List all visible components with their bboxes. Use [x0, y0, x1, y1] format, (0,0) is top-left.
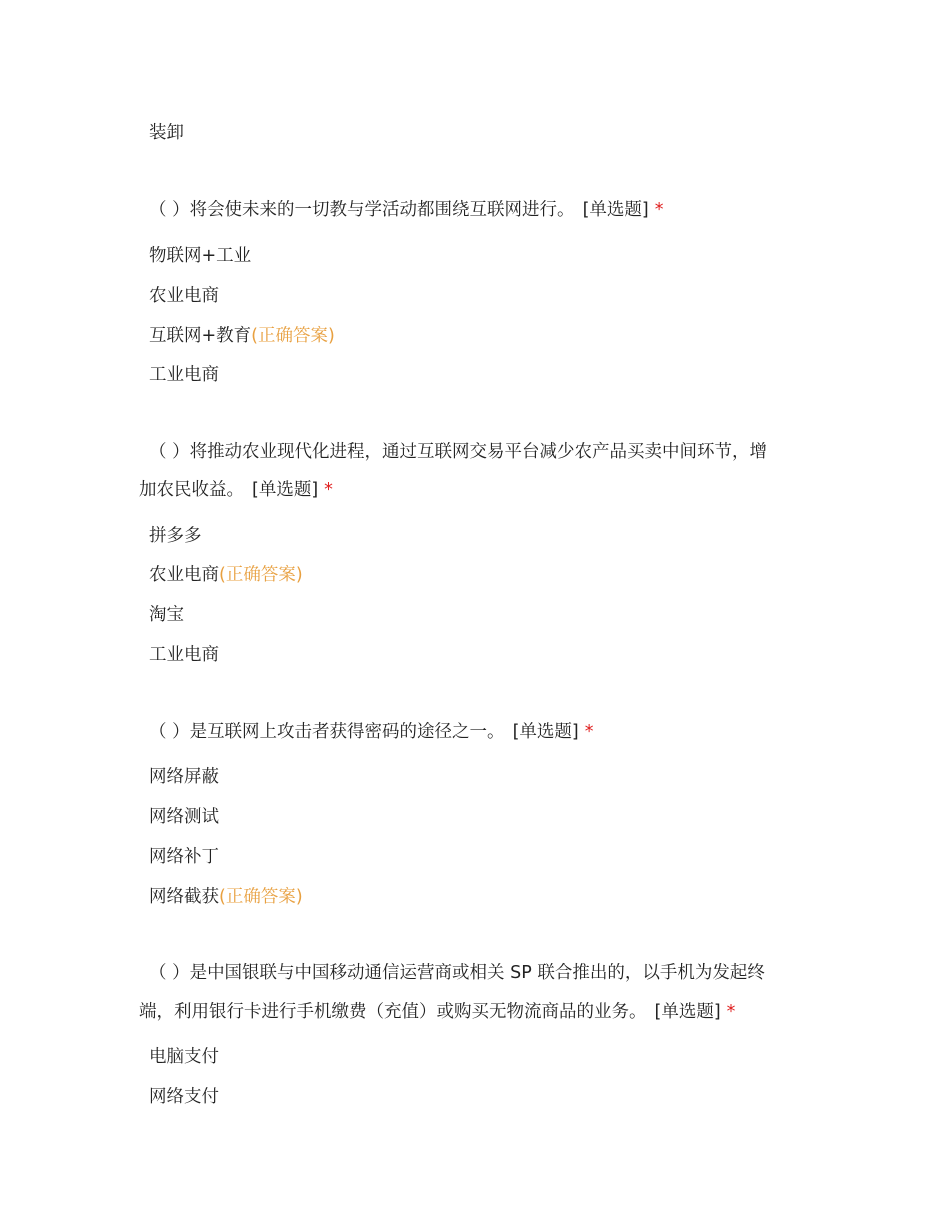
- question-type-tag: [单选题]: [252, 480, 319, 500]
- question-2-text: （ ）将推动农业现代化进程，通过互联网交易平台减少农产品买卖中间环节，增: [149, 442, 768, 462]
- question-2-line-2: 加农民收益。 [单选题] *: [139, 480, 333, 500]
- required-mark: *: [324, 480, 333, 500]
- question-2-line-1: [149, 440, 767, 464]
- q1-option-4: 工业电商: [149, 365, 219, 385]
- required-mark: *: [726, 1002, 736, 1022]
- q3-option-4: 网络截获(正确答案): [149, 887, 303, 907]
- q3-option-2: 网络测试: [149, 807, 219, 827]
- correct-answer-tag: (正确答案): [219, 887, 303, 907]
- q3-option-1: 网络屏蔽: [149, 767, 219, 787]
- question-type-tag: [单选题]: [512, 722, 579, 742]
- correct-answer-tag: (正确答案): [251, 326, 335, 346]
- q3-option-3: 网络补丁: [149, 847, 219, 867]
- question-type-tag: [单选题]: [582, 200, 649, 220]
- required-mark: *: [654, 200, 664, 220]
- question-3-text: （ ）是互联网上攻击者获得密码的途径之一。: [149, 722, 505, 742]
- q1-option-3: 互联网+教育(正确答案): [149, 326, 335, 346]
- correct-answer-tag: (正确答案): [219, 565, 303, 585]
- question-1: [149, 198, 663, 222]
- q2-option-4: 工业电商: [149, 645, 219, 665]
- question-1-text: （ ）将会使未来的一切教与学活动都围绕互联网进行。: [149, 200, 575, 220]
- q2-option-1: 拼多多: [149, 526, 202, 546]
- q2-option-3: 淘宝: [149, 605, 184, 625]
- question-3: [149, 720, 593, 744]
- question-4-line-2: 端，利用银行卡进行手机缴费（充值）或购买无物流商品的业务。 [单选题] *: [139, 1002, 736, 1022]
- required-mark: *: [584, 722, 594, 742]
- option-prev: 装卸: [149, 123, 184, 143]
- q1-option-2: 农业电商: [149, 286, 219, 306]
- q2-option-2: 农业电商(正确答案): [149, 565, 303, 585]
- question-type-tag: [单选题]: [654, 1002, 721, 1022]
- q4-option-2: 网络支付: [149, 1087, 219, 1107]
- question-4-text: （ ）是中国银联与中国移动通信运营商或相关 SP 联合推出的，以手机为发起终: [149, 963, 765, 983]
- question-4-line-1: [149, 961, 765, 985]
- q4-option-1: 电脑支付: [149, 1047, 219, 1067]
- q1-option-1: 物联网+工业: [149, 246, 252, 266]
